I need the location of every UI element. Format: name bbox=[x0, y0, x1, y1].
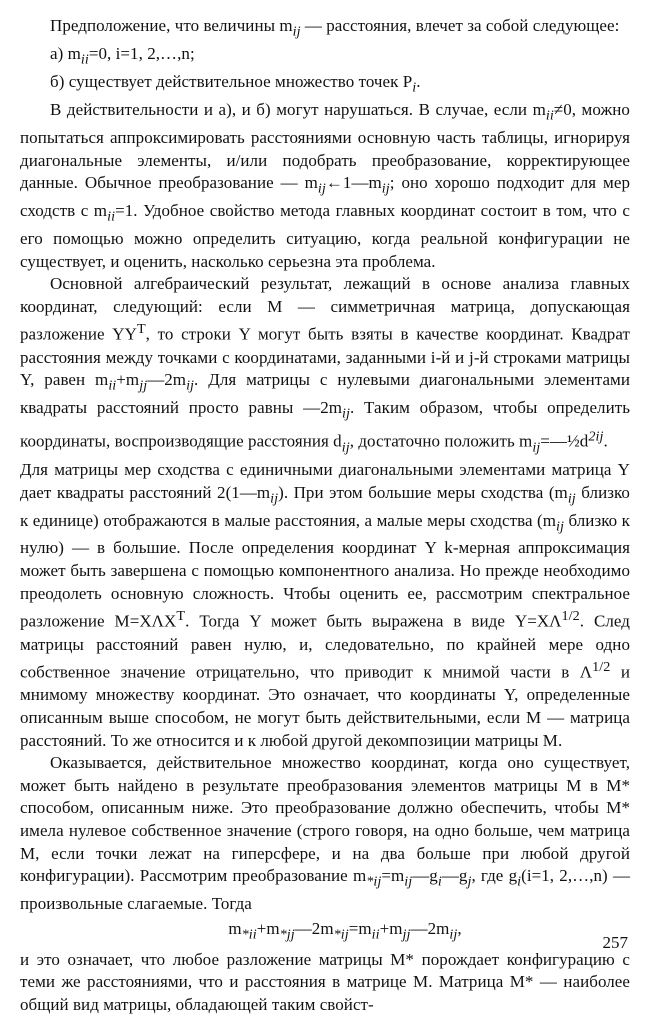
subscript: i bbox=[437, 873, 442, 890]
subscript: ij bbox=[317, 180, 326, 197]
subscript: *ii bbox=[241, 926, 257, 943]
formula bbox=[20, 918, 630, 946]
subscript: ij bbox=[556, 517, 564, 534]
text: . Таким образом, чтобы определить координаты, воспроизводящие расстояния d bbox=[20, 398, 631, 451]
page-number: 257 bbox=[602, 933, 628, 952]
subscript: ij bbox=[342, 405, 350, 422]
text: =m bbox=[381, 866, 405, 886]
subscript: ii bbox=[80, 51, 89, 68]
text: Оказывается, действительное множество координат, когда оно существует, может быть найдено в результате преобразования элементов матрицы M в M* способом, описанным ниже. Это преобразование должно обеспечить, чтобы M* имела нулевое собственное значение (строго говоря, на одно больше, чем матрица M, если точки лежат на гиперсфере, и на два больше при любой другой конфигурации). Рассмотрим преобразование m bbox=[20, 753, 630, 886]
text: +m bbox=[379, 918, 403, 938]
subscript: ij bbox=[270, 489, 279, 506]
superscript: 2ij bbox=[588, 428, 604, 445]
text: и это означает, что любое разложение матрицы M* порождает конфигурацию с теми же расстояниями, что и расстояния в матрице M. Матрица M* — наиболее общий вид матрицы, обладающей таким свойст- bbox=[20, 949, 630, 1014]
text: ; оно хорошо подходит для мер сходств с m bbox=[20, 173, 630, 221]
paragraph-intro bbox=[20, 15, 630, 43]
text: близко к единице) отображаются в малые расстояния, а малые меры сходства (m bbox=[20, 482, 630, 530]
text: (i=1, 2,…,n) — произвольные слагаемые. Тогда bbox=[20, 866, 631, 914]
text: —2m bbox=[147, 370, 187, 390]
text: близко к нулю) — в большие. После определения координат Y k-мерная аппроксимация может быть завершена с помощью компонентного анализа. Но прежде необходимо преодолеть основную сложность. Чтобы оценить ее, рассмотрим спектральное разложение M=XΛX bbox=[20, 510, 630, 631]
subscript: ii bbox=[545, 107, 554, 124]
text: =m bbox=[348, 918, 372, 938]
text: . bbox=[603, 431, 608, 451]
text: =—½d bbox=[540, 431, 589, 451]
text: ≠0, можно попытаться аппроксимировать расстояниями основную часть таблицы, игнорируя диагональные элементы, и/или подобрать преобразование, корректирующее данные. Обычное преобразование — m bbox=[20, 99, 630, 193]
paragraph-transformation bbox=[20, 752, 630, 916]
paragraph-similarity bbox=[20, 459, 630, 752]
subscript: ii bbox=[371, 926, 380, 943]
subscript: ij bbox=[532, 439, 541, 456]
text: . Для матрицы с нулевыми диагональными элементами квадраты расстояний просто равны —2m bbox=[20, 370, 630, 418]
text: —g bbox=[441, 866, 468, 886]
superscript: 1/2 bbox=[592, 659, 611, 676]
subscript: ij bbox=[449, 926, 458, 943]
subscript: ij bbox=[186, 377, 195, 394]
text: ←1—m bbox=[325, 173, 382, 193]
subscript: *ij bbox=[366, 873, 382, 890]
text: , то строки Y могут быть взяты в качестве координат. Квадрат расстояния между точками с координатами, заданными i-й и j-й строками матрицы Y, равен m bbox=[20, 325, 630, 390]
subscript: ij bbox=[404, 873, 413, 890]
subscript: jj bbox=[139, 377, 148, 394]
subscript: ii bbox=[108, 377, 117, 394]
paragraph-violations bbox=[20, 99, 630, 273]
paragraph-main-result bbox=[20, 273, 630, 459]
text: ). При этом большие меры сходства (m bbox=[278, 482, 568, 502]
text: б) существует действительное множество точек P bbox=[50, 71, 413, 91]
text: . Тогда Y может быть выражена в виде Y=XΛ bbox=[185, 611, 562, 631]
subscript: j bbox=[467, 873, 472, 890]
text: +m bbox=[116, 370, 140, 390]
subscript: jj bbox=[402, 926, 411, 943]
text: , достаточно положить m bbox=[349, 431, 533, 451]
text: Основной алгебраический результат, лежащий в основе анализа главных координат, следующий: если M — симметричная матрица, допускающая разложение YY bbox=[20, 274, 630, 345]
text: =0, i=1, 2,…,n; bbox=[88, 43, 195, 63]
subscript: i bbox=[412, 79, 417, 96]
subscript: *jj bbox=[279, 926, 295, 943]
subscript: *ij bbox=[333, 926, 349, 943]
subscript: ij bbox=[292, 23, 301, 40]
list-item-a bbox=[20, 43, 630, 71]
subscript: ij bbox=[341, 439, 350, 456]
subscript: ij bbox=[567, 489, 576, 506]
text: Для матрицы мер сходства с единичными диагональными элементами матрица Y дает квадраты расстояний 2(1—m bbox=[20, 459, 630, 502]
page-body bbox=[20, 15, 630, 1016]
subscript: i bbox=[517, 873, 522, 890]
text: =1. Удобное свойство метода главных координат состоит в том, что с его помощью можно определить ситуацию, когда реальной конфигурации не существует, и оценить, насколько серьезна эта проблема. bbox=[20, 201, 631, 271]
text: m bbox=[228, 918, 242, 938]
list-item-b bbox=[20, 71, 630, 99]
text: . bbox=[416, 71, 421, 91]
text: а) m bbox=[50, 43, 81, 63]
text: , bbox=[457, 918, 462, 938]
text: , где g bbox=[471, 866, 518, 886]
text: . След матрицы расстояний равен нулю, и, следовательно, по крайней мере одно собственное значение отрицательно, что приводит к мнимой части в Λ bbox=[20, 611, 630, 682]
superscript: T bbox=[136, 321, 146, 338]
text: Предположение, что величины m bbox=[50, 16, 293, 35]
text: —g bbox=[412, 866, 438, 886]
paragraph-conclusion bbox=[20, 949, 630, 1016]
text: +m bbox=[256, 918, 280, 938]
text: В действительности и а), и б) могут нарушаться. В случае, если m bbox=[50, 99, 546, 119]
subscript: ii bbox=[107, 208, 116, 225]
text: и мнимому множеству координат. Это означает, что координаты Y, определенные описанным выше способом, не могут быть действительными, если M — матрица расстояний. То же относится и к любой другой декомпозиции матрицы M. bbox=[20, 662, 630, 750]
superscript: 1/2 bbox=[561, 608, 580, 625]
superscript: T bbox=[176, 608, 186, 625]
text: —2m bbox=[410, 918, 450, 938]
text: — расстояния, влечет за собой следующее: bbox=[300, 16, 620, 35]
text: —2m bbox=[294, 918, 334, 938]
subscript: ij bbox=[381, 180, 390, 197]
